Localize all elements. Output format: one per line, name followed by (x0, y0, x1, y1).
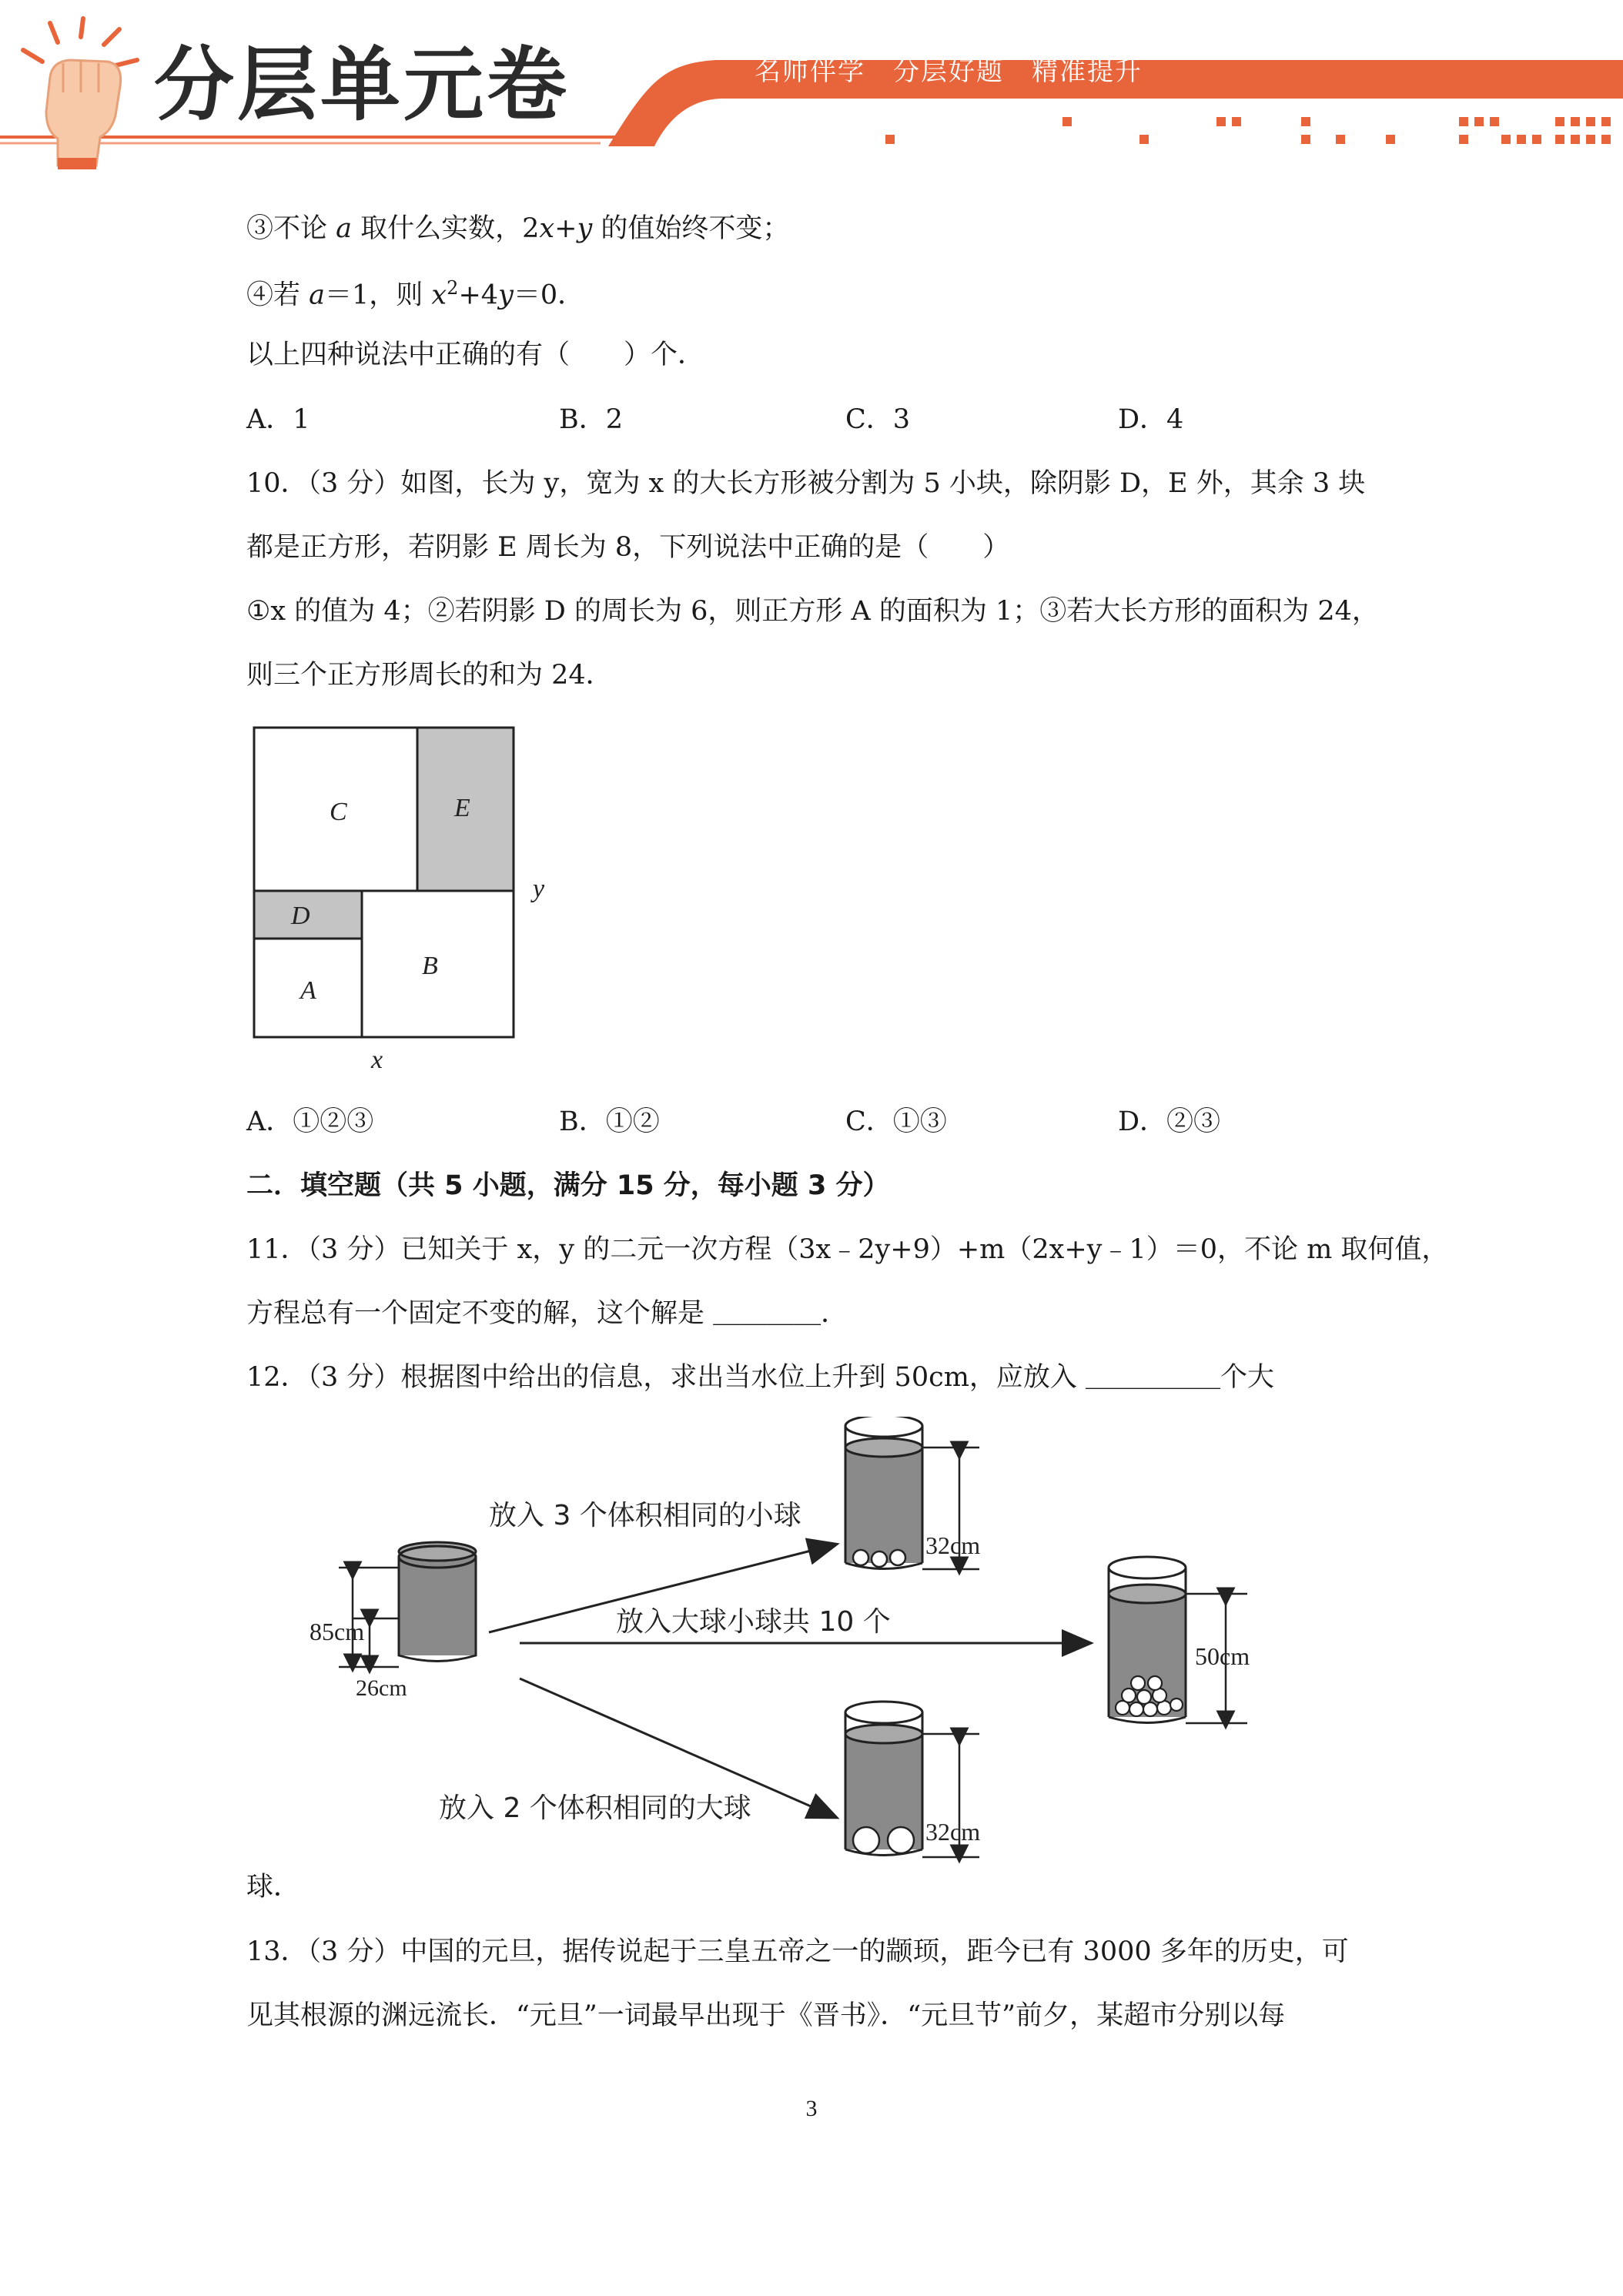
label-ten-balls: 放入大球小球共 10 个 (616, 1606, 891, 1638)
q9-option-b: B．2 (559, 404, 623, 435)
q9-option-c: C．3 (845, 404, 911, 435)
label-c: C (330, 798, 347, 826)
header-slogan: 名师伴学 分层好题 精准提升 (755, 56, 1143, 87)
label-26cm: 26cm (356, 1675, 407, 1701)
q13-line-1: 13．（3 分）中国的元旦，据传说起于三皇五帝之一的颛顼，距今已有 3000 多年的历史，可 (246, 1936, 1349, 1967)
q9-statement-3: ③不论 a 取什么实数，2x+y 的值始终不变； (246, 213, 790, 244)
q10-line-2: 都是正方形，若阴影 E 周长为 8，下列说法中正确的是（ ） (246, 532, 1010, 563)
label-d: D (291, 902, 310, 930)
q10-line-1: 10．（3 分）如图，长为 y，宽为 x 的大长方形被分割为 5 小块，除阴影 D，E 外，其余 3 块 (246, 468, 1366, 499)
q10-option-b: B．①② (559, 1106, 660, 1137)
q12-cylinder-diagram (293, 1417, 1293, 1894)
q12-line-end: 球． (246, 1872, 301, 1903)
cylinder-initial (399, 1542, 476, 1662)
label-two-big-balls: 放入 2 个体积相同的大球 (439, 1792, 751, 1824)
q9-statement-4: ④若 a＝1，则 $x^2+4y=0$． (246, 277, 585, 311)
fist-icon (15, 15, 146, 169)
page-number: 3 (805, 2096, 818, 2121)
label-32cm-top: 32cm (925, 1531, 981, 1559)
label-b: B (422, 952, 438, 980)
q9-option-a: A．1 (246, 404, 310, 435)
q10-option-d: D．②③ (1118, 1106, 1221, 1137)
q11-line-1: 11．（3 分）已知关于 x，y 的二元一次方程（3x﹣2y+9）+m（2x+y﹣1）＝0，不论 m 取何值， (246, 1234, 1449, 1265)
label-85cm: 85cm (310, 1618, 365, 1645)
section-2-title: 二．填空题（共 5 小题，满分 15 分，每小题 3 分） (246, 1170, 890, 1201)
label-50cm: 50cm (1195, 1642, 1250, 1670)
brand-title: 分层单元卷 (154, 38, 571, 132)
q10-line-3: ①x 的值为 4；②若阴影 D 的周长为 6，则正方形 A 的面积为 1；③若大长方形的面积为 24， (246, 596, 1379, 627)
label-e: E (454, 794, 470, 822)
page-header (0, 0, 1623, 169)
q10-rectangle-figure (246, 720, 570, 1082)
label-three-small-balls: 放入 3 个体积相同的小球 (489, 1500, 801, 1531)
q9-question: 以上四种说法中正确的有（ ）个． (246, 340, 705, 370)
q10-line-4: 则三个正方形周长的和为 24． (246, 660, 613, 691)
label-x: x (371, 1046, 383, 1074)
q13-line-2: 见其根源的渊远流长．“元旦”一词最早出现于《晋书》．“元旦节”前夕，某超市分别以每 (246, 2000, 1286, 2031)
label-32cm-bottom: 32cm (925, 1818, 981, 1846)
label-a: A (300, 976, 316, 1005)
q11-line-2: 方程总有一个固定不变的解，这个解是 ＿＿＿＿． (246, 1298, 848, 1329)
label-y: y (533, 875, 545, 903)
q10-option-a: A．①②③ (246, 1106, 374, 1137)
q9-option-d: D．4 (1118, 404, 1184, 435)
q10-option-c: C．①③ (845, 1106, 947, 1137)
q12-line-1: 12．（3 分）根据图中给出的信息，求出当水位上升到 50cm，应放入 ＿＿＿＿＿个大 (246, 1362, 1275, 1393)
